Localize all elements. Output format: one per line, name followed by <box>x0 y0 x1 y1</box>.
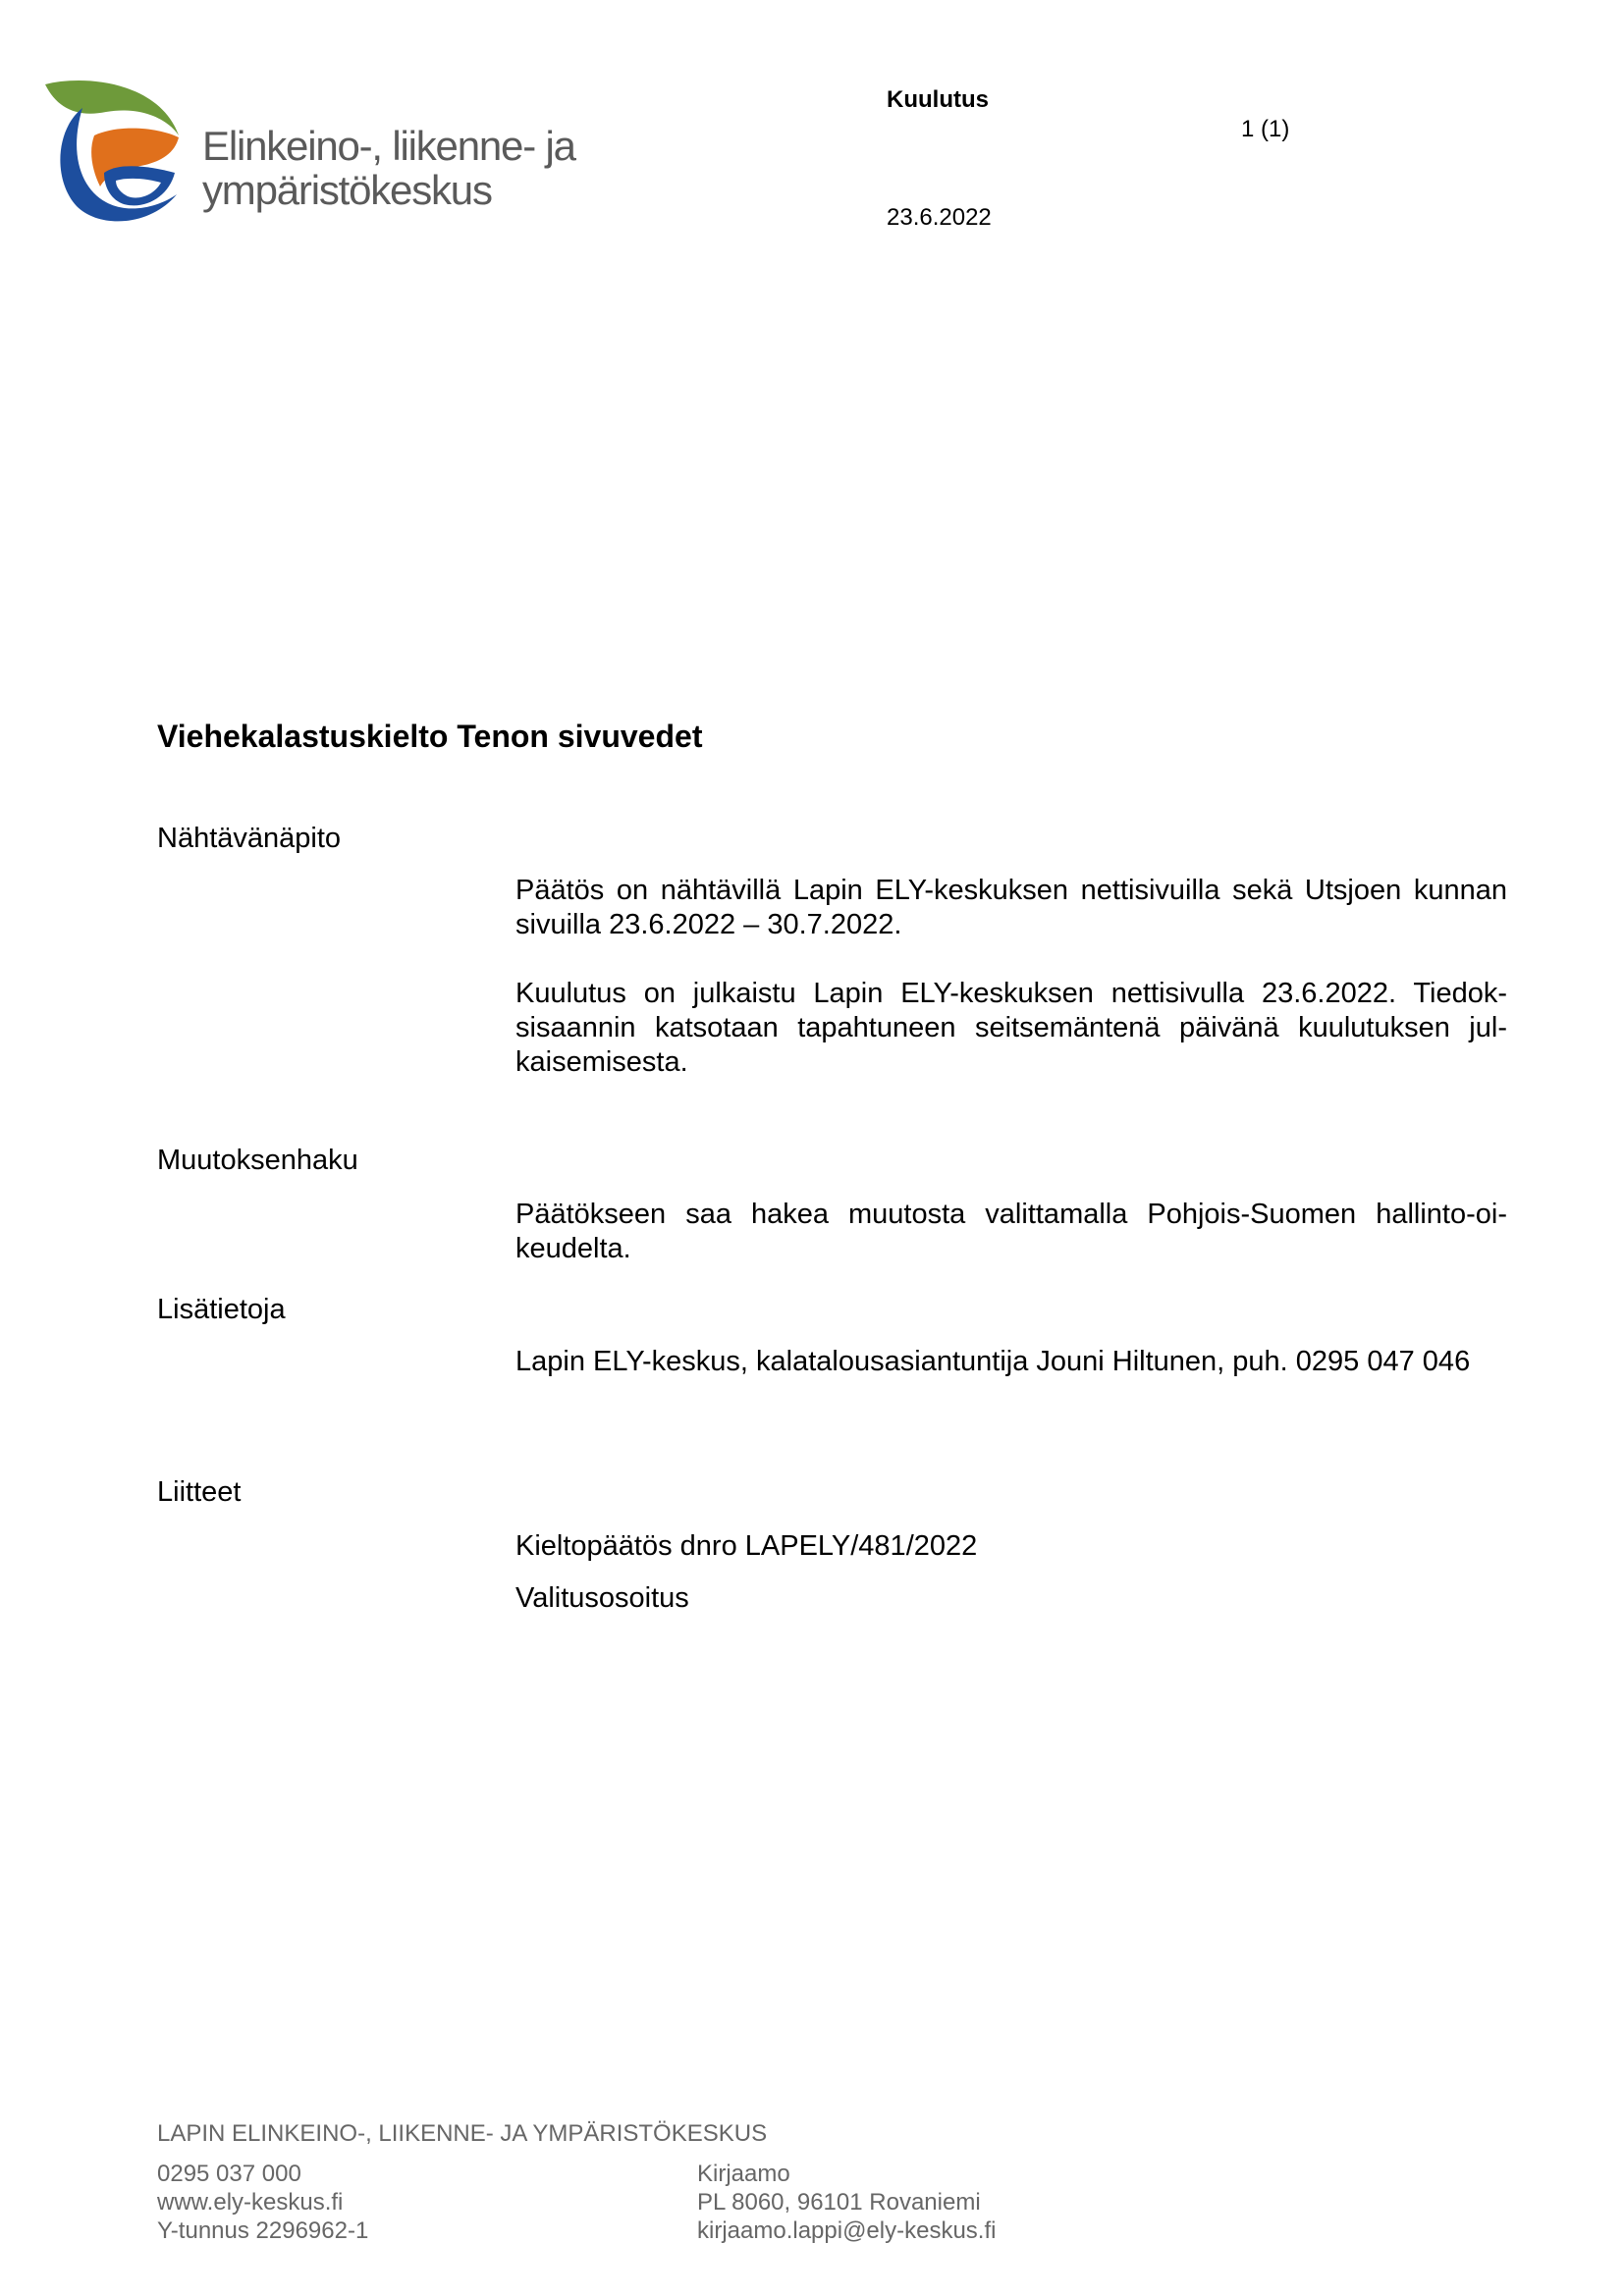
section-label-liitteet: Liitteet <box>157 1476 242 1508</box>
footer-website: www.ely-keskus.fi <box>157 2189 344 2216</box>
footer-registry-label: Kirjaamo <box>697 2161 790 2187</box>
org-name-line2: ympäristökeskus <box>202 167 492 213</box>
org-name <box>202 124 713 212</box>
org-name-line1: Elinkeino-, liikenne- ja <box>202 123 575 169</box>
section-body-lisatietoja <box>515 1345 1497 1379</box>
footer-registry-address: PL 8060, 96101 Rovaniemi <box>697 2189 981 2216</box>
section-label-lisatietoja: Lisätietoja <box>157 1294 286 1325</box>
paragraph: Päätökseen saa hakea muutosta valittamalla Pohjois-Suomen hallinto-oikeudelta. <box>515 1199 1507 1264</box>
footer-business-id: Y-tunnus 2296962-1 <box>157 2217 369 2244</box>
paragraph: Lapin ELY-keskus, kalatalousasiantuntija Jouni Hiltunen, puh. 0295 047 046 <box>515 1346 1471 1377</box>
footer-registry-email: kirjaamo.lappi@ely-keskus.fi <box>697 2217 997 2244</box>
footer-registry <box>697 2160 996 2245</box>
section-label-nahtavanapito: Nähtävänäpito <box>157 823 342 854</box>
attachment-item: Valitusosoitus <box>515 1582 689 1614</box>
attachment-item: Kieltopäätös dnro LAPELY/481/2022 <box>515 1530 978 1562</box>
document-type: Kuulutus <box>887 86 989 113</box>
ely-logo-icon <box>43 79 190 226</box>
section-body-nahtavanapito <box>515 874 1507 1080</box>
paragraph: Kuulutus on julkaistu Lapin ELY-keskuksen nettisivulla 23.6.2022. Tiedoksisaannin katsotaan tapahtuneen seitsemäntenä päivänä kuulutuksen julkaisemisesta. <box>515 978 1507 1078</box>
footer-phone: 0295 037 000 <box>157 2161 301 2187</box>
footer-org-name: LAPIN ELINKEINO-, LIIKENNE- JA YMPÄRISTÖKESKUS <box>157 2120 768 2147</box>
section-label-muutoksenhaku: Muutoksenhaku <box>157 1145 358 1176</box>
document-date: 23.6.2022 <box>887 204 992 231</box>
footer-contact <box>157 2160 368 2245</box>
page-number: 1 (1) <box>1241 116 1290 142</box>
attachments-list <box>515 1529 1507 1616</box>
section-body-muutoksenhaku <box>515 1198 1507 1266</box>
paragraph: Päätös on nähtävillä Lapin ELY-keskuksen nettisivuilla sekä Utsjoen kunnan sivuilla 23.6.2022 – 30.7.2022. <box>515 875 1507 940</box>
document-title: Viehekalastuskielto Tenon sivuvedet <box>157 719 703 754</box>
